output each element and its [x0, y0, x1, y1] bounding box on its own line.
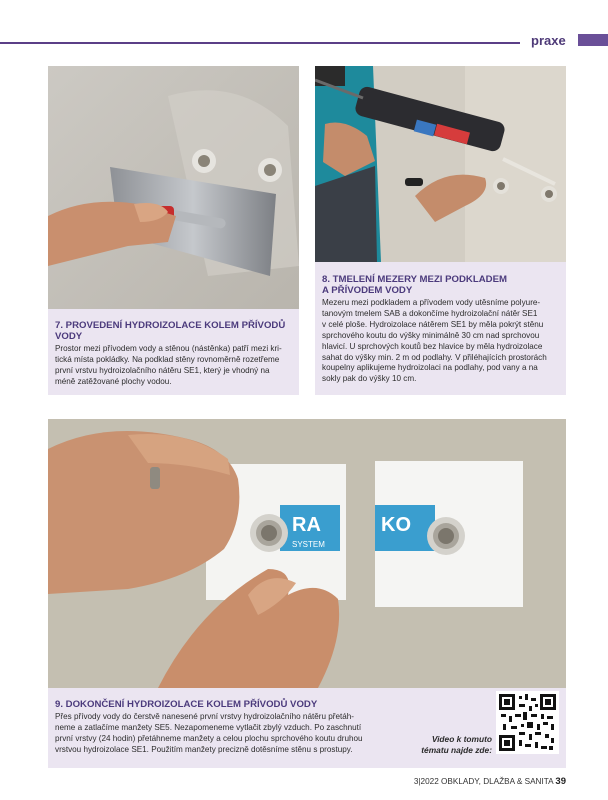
step8-body-line: sprchového koutu do výšky minimálně 30 cm nad sprchovou	[322, 330, 540, 340]
step7-title-line: 7. PROVEDENÍ HYDROIZOLACE KOLEM PŘÍVODŮ	[55, 320, 286, 331]
step7-body	[55, 344, 292, 388]
cuff-left-text: RA	[292, 514, 321, 536]
section-label: praxe	[531, 33, 566, 48]
photo-step7	[48, 66, 299, 309]
step7-body-line: první vrstvu hydroizolačního nátěru SE1, který je vhodný na	[55, 365, 270, 375]
step8-body-line: tanovým tmelem SAB a dokončíme hydroizolační nátěr SE1	[322, 308, 538, 318]
step9-body-line: Přes přívody vody do čerstvě nanesené první vrstvy hydroizolačního nátěru přetáh-	[55, 712, 354, 721]
step8-body-line: koupelny aplikujeme hydroizolaci na podlahy, pod vany a na	[322, 363, 538, 373]
cuff-left-subtext: SYSTEM	[292, 540, 325, 549]
video-note-line: Video k tomuto	[431, 734, 492, 744]
step8-title-line: 8. TMELENÍ MEZERY MEZI PODKLADEM	[322, 274, 507, 285]
video-note	[416, 734, 492, 755]
step8-title-line: A PŘÍVODEM VODY	[322, 285, 413, 296]
qr-code[interactable]	[496, 691, 559, 754]
qr-code-icon	[499, 694, 556, 751]
step8-body-line: Mezeru mezi podkladem a přívodem vody utěsníme polyure-	[322, 298, 541, 307]
page-footer	[414, 776, 566, 787]
step9-title: 9. DOKONČENÍ HYDROIZOLACE KOLEM PŘÍVODŮ VODY	[55, 699, 318, 710]
step8-body-line: hlavicí. U sprchových koutů bez hlavice by měla hydroizolace	[322, 341, 543, 351]
photo-step9	[48, 419, 566, 688]
photo-step8	[315, 66, 566, 262]
caption-step9	[48, 688, 566, 768]
step7-body-line: tická místa pokládky. Na podklad stěny rovnoměrně rozetřeme	[55, 354, 280, 364]
cuff-right-text: KO	[381, 514, 411, 536]
step8-body-line: sokly pak do výšky 10 cm.	[322, 374, 417, 384]
step7-title-line: VODY	[55, 331, 83, 342]
page-number: 39	[555, 776, 566, 787]
header-rule	[0, 42, 520, 44]
step8-body-line: v celé ploše. Hydroizolace nátěrem SE1 by měla pokrýt stěnu	[322, 319, 544, 329]
step8-title	[322, 274, 559, 296]
step9-body-line: neme a zatlačíme manžety SE5. Nezapomeneme vytlačit zbylý vzduch. Po zaschnutí	[55, 722, 362, 732]
footer-issue: 3|2022 OBKLADY, DLAŽBA & SANITA	[413, 777, 554, 786]
step7-title	[55, 320, 292, 342]
caption-step8	[315, 262, 566, 395]
step7-body-line: Prostor mezi přívodem vody a stěnou (nástěnka) patří mezi kri-	[55, 344, 282, 353]
step8-body	[322, 298, 559, 385]
caption-step7	[48, 309, 299, 395]
step9-body-line: první vrstvy (24 hodin) přetáhneme manžety a celou plochu sprchového koutu druhou	[55, 733, 363, 743]
step9-body-line: vrstvou hydroizolace SE1. Použitím manžety precizně dotěsníme stěnu s prostupy.	[55, 744, 353, 754]
step8-body-line: sahat do výšky min. 2 m od podlahy. V přiléhajících prostorách	[322, 352, 547, 362]
header-tab	[578, 34, 608, 46]
video-note-line: tématu najde zde:	[421, 744, 492, 755]
step7-body-line: méně zatěžované plochy vodou.	[55, 376, 172, 386]
